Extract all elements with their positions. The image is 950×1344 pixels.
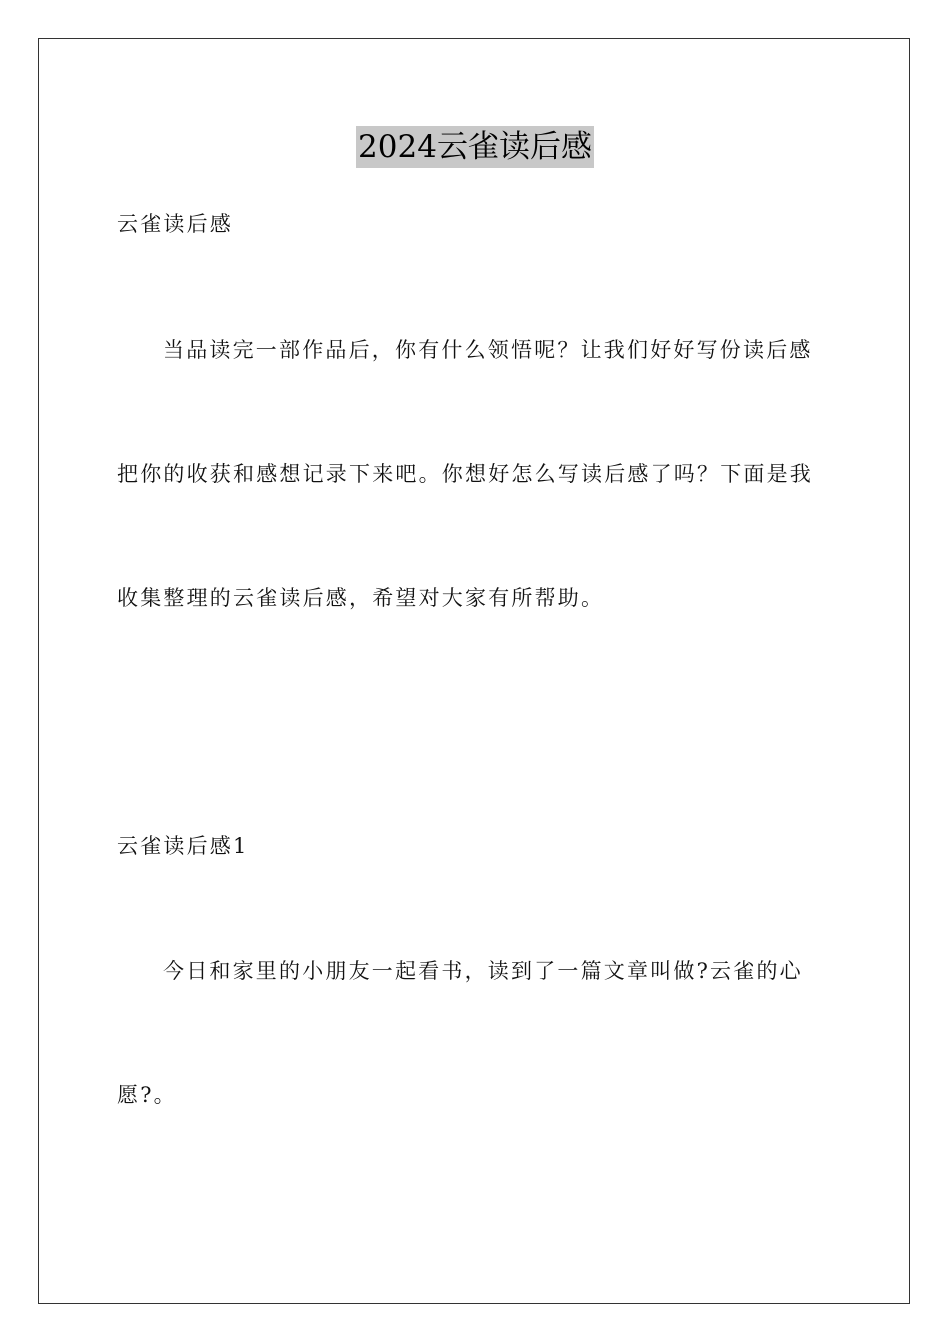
intro-line-2: 把你的收获和感想记录下来吧。你想好怎么写读后感了吗？下面是我 (117, 462, 813, 486)
section-line-1: 今日和家里的小朋友一起看书，读到了一篇文章叫做?云雀的心 (163, 959, 803, 983)
title-container (0, 126, 950, 168)
section-line-2: 愿?。 (117, 1083, 177, 1107)
intro-line-3: 收集整理的云雀读后感，希望对大家有所帮助。 (117, 586, 605, 610)
document-title: 2024云雀读后感 (356, 126, 594, 168)
intro-line-1: 当品读完一部作品后，你有什么领悟呢？让我们好好写份读后感 (163, 338, 813, 362)
section-heading: 云雀读后感1 (117, 834, 249, 858)
document-subtitle: 云雀读后感 (117, 212, 233, 236)
